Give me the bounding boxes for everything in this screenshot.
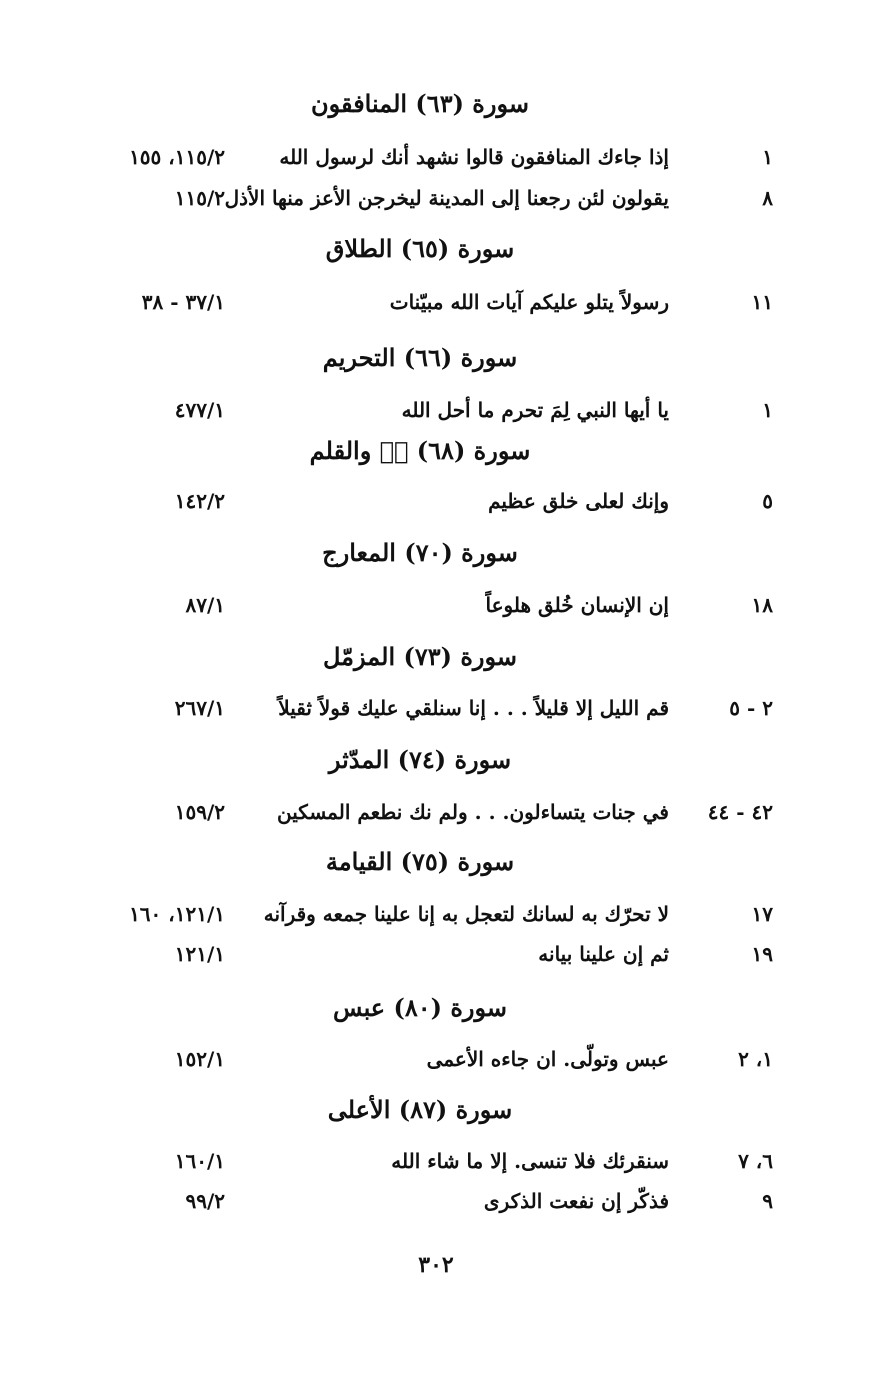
page-reference: ١١٥/٢، ١٥٥ <box>129 145 225 169</box>
verse-number: ١١ <box>751 290 773 314</box>
surah-heading: سورة (٧٠) المعارج <box>322 538 518 567</box>
verse-text: سنقرئك فلا تنسى. إلا ما شاء الله <box>391 1149 669 1173</box>
surah-heading: سورة (٦٨) نۤ والقلم <box>309 436 531 465</box>
page-reference: ١٥٩/٢ <box>174 800 225 824</box>
page-reference: ٨٧/١ <box>185 593 225 617</box>
surah-heading: سورة (٦٦) التحريم <box>322 343 518 372</box>
verse-number: ٩ <box>762 1189 773 1213</box>
verse-number: ٨ <box>762 186 773 210</box>
verse-row <box>0 794 873 830</box>
page-reference: ٤٧٧/١ <box>174 398 225 422</box>
verse-text: إن الإنسان خُلق هلوعاً <box>485 593 669 617</box>
surah-heading: سورة (٧٥) القيامة <box>325 847 515 876</box>
verse-row <box>0 392 873 428</box>
verse-text: لا تحرّك به لسانك لتعجل به إنا علينا جمعه وقرآنه <box>263 902 669 926</box>
verse-number: ١ <box>762 145 773 169</box>
verse-row <box>0 936 873 972</box>
page-reference: ١٥٢/١ <box>174 1047 225 1071</box>
page-reference: ١٢١/١ <box>174 942 225 966</box>
verse-number: ٥ <box>762 489 773 513</box>
verse-row <box>0 180 873 216</box>
surah-heading: سورة (٦٥) الطلاق <box>325 234 515 263</box>
page-reference: ١٤٢/٢ <box>174 489 225 513</box>
verse-number: ١٨ <box>751 593 773 617</box>
verse-text: قم الليل إلا قليلاً . . . إنا سنلقي عليك قولاً ثقيلاً <box>278 696 669 720</box>
verse-text: إذا جاءك المنافقون قالوا نشهد أنك لرسول الله <box>279 145 669 169</box>
verse-text: ثم إن علينا بيانه <box>538 942 669 966</box>
surah-heading: سورة (٦٣) المنافقون <box>311 89 529 118</box>
verse-number: ١ <box>762 398 773 422</box>
verse-row <box>0 1143 873 1179</box>
page-reference: ١٦٠/١ <box>174 1149 225 1173</box>
verse-row <box>0 1041 873 1077</box>
verse-number: ٢ - ٥ <box>729 696 773 720</box>
surah-heading: سورة (٨٠) عبس <box>332 993 508 1022</box>
verse-text: في جنات يتساءلون. . . ولم نك نطعم المسكين <box>277 800 669 824</box>
verse-text: يا أيها النبي لِمَ تحرم ما أحل الله <box>401 398 669 422</box>
verse-row <box>0 139 873 175</box>
page-reference: ١١٥/٢ <box>174 186 225 210</box>
verse-number: ١، ٢ <box>738 1047 773 1071</box>
verse-text: عبس وتولّى. ان جاءه الأعمى <box>426 1047 669 1071</box>
page-number: ٣٠٢ <box>418 1252 454 1278</box>
verse-text: وإنك لعلى خلق عظيم <box>488 489 669 513</box>
verse-number: ٤٢ - ٤٤ <box>707 800 773 824</box>
verse-text: رسولاً يتلو عليكم آيات الله مبيّنات <box>389 290 669 314</box>
surah-heading: سورة (٧٤) المدّثر <box>328 745 512 774</box>
page-reference: ٩٩/٢ <box>185 1189 225 1213</box>
surah-heading: سورة (٨٧) الأعلى <box>327 1095 513 1124</box>
verse-number: ١٧ <box>751 902 773 926</box>
page-reference: ١٢١/١، ١٦٠ <box>129 902 225 926</box>
verse-row <box>0 587 873 623</box>
verse-text: فذكّر إن نفعت الذكرى <box>483 1189 669 1213</box>
verse-row <box>0 483 873 519</box>
verse-number: ١٩ <box>751 942 773 966</box>
verse-number: ٦، ٧ <box>738 1149 773 1173</box>
surah-heading: سورة (٧٣) المزمّل <box>322 642 517 671</box>
verse-text: يقولون لئن رجعنا إلى المدينة ليخرجن الأعز منها الأذل <box>224 186 669 210</box>
verse-row <box>0 1183 873 1219</box>
verse-row <box>0 690 873 726</box>
verse-row <box>0 284 873 320</box>
page-reference: ٢٦٧/١ <box>174 696 225 720</box>
page-reference: ٣٧/١ - ٣٨ <box>141 290 225 314</box>
verse-row <box>0 896 873 932</box>
